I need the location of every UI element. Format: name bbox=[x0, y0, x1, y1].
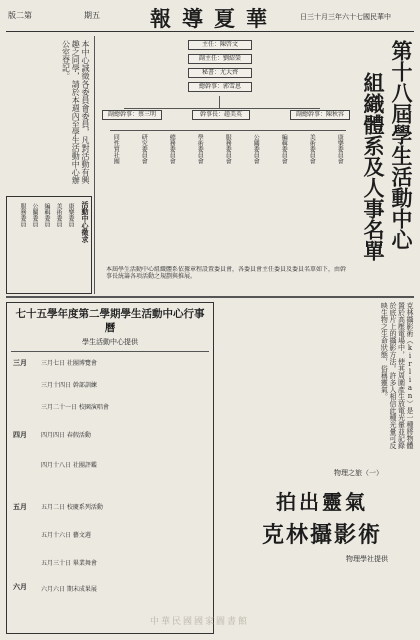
schedule-event: 四月十八日 社團評鑑 bbox=[41, 462, 97, 469]
org-leaf: 公關委員會 bbox=[252, 134, 260, 164]
connector bbox=[219, 96, 220, 108]
film-series: 物理之旅（一） bbox=[334, 469, 383, 477]
film-headline-2: 克林攝影術 bbox=[262, 522, 383, 548]
issue-label: 期五 bbox=[84, 11, 100, 20]
watermark: 中華民國國家圖書館 bbox=[150, 617, 250, 627]
schedule-headline: 七十五學年度第二學期學生活動中心行事曆 bbox=[15, 308, 205, 335]
schedule-sub: 學生活動中心提供 bbox=[82, 338, 138, 346]
org-node: 副總幹事：蔡三明 bbox=[102, 110, 162, 120]
schedule-rule bbox=[11, 351, 209, 352]
org-leaf: 美術委員會 bbox=[308, 134, 316, 164]
org-node: 幹事長：趙美英 bbox=[192, 110, 250, 120]
schedule-event: 六月六日 期末成果展 bbox=[41, 586, 97, 593]
org-leaf: 總務委員會 bbox=[168, 134, 176, 164]
schedule-event: 三月七日 社團博覽會 bbox=[41, 360, 97, 367]
org-headline-2: 組織體系及人事名單 bbox=[361, 72, 386, 261]
org-chart bbox=[100, 38, 352, 294]
table-row: 康樂委員 bbox=[67, 203, 74, 227]
section-divider bbox=[6, 296, 414, 298]
org-headline-1: 第十八屆學生活動中心 bbox=[389, 40, 414, 250]
month-label: 五月 bbox=[13, 502, 27, 511]
film-article bbox=[216, 302, 414, 632]
org-leaf: 編輯委員會 bbox=[280, 134, 288, 164]
table-row: 編輯委員 bbox=[43, 203, 50, 227]
connector bbox=[124, 108, 320, 109]
org-node: 總幹事：郭雪恩 bbox=[188, 82, 252, 92]
month-label: 六月 bbox=[13, 582, 27, 591]
schedule-event: 三月十四日 幹部訓練 bbox=[41, 382, 97, 389]
org-leaf: 同性質社團 bbox=[112, 134, 120, 164]
schedule-event: 五月十六日 藝文週 bbox=[41, 532, 91, 539]
month-label: 四月 bbox=[13, 430, 27, 439]
month-label: 三月 bbox=[13, 358, 27, 367]
schedule-event: 五月二日 校慶系列活動 bbox=[41, 504, 103, 511]
column-divider bbox=[94, 36, 95, 294]
schedule-event: 三月二十一日 校園演唱會 bbox=[41, 404, 109, 411]
film-headline-1: 拍出靈氣 bbox=[276, 490, 368, 514]
film-body-text: 克林攝影術（kirlian）是一種將物體置於高壓電場中，使其周圍產生放電光暈並記錄於底片上的攝影方法。許多人相信此種光暈可反映生物之生命狀態，俗稱靈氣。 bbox=[380, 302, 414, 449]
org-leaf: 學術委員會 bbox=[196, 134, 204, 164]
table-row: 公關委員 bbox=[31, 203, 38, 227]
org-leaf: 服務委員會 bbox=[224, 134, 232, 164]
connector bbox=[110, 130, 346, 131]
schedule-box bbox=[6, 302, 214, 634]
schedule-event: 四月四日 春假活動 bbox=[41, 432, 91, 439]
org-node: 副主任：劉紹榮 bbox=[188, 54, 252, 64]
org-leaf: 康樂委員會 bbox=[336, 134, 344, 164]
date-line: 日三十月三年六十七國民華中 bbox=[300, 13, 391, 21]
masthead-rule bbox=[6, 31, 414, 32]
left-notice-text: 本中心誠徵各委員會委員，凡對活動有興趣之同學，請於本週內至學生活動中心辦公室登記。 bbox=[61, 40, 90, 184]
org-node: 主任：陳啓文 bbox=[188, 40, 252, 50]
film-byline: 物理學社提供 bbox=[346, 555, 388, 563]
masthead bbox=[0, 0, 420, 32]
org-node: 秘書：尤大齊 bbox=[188, 68, 252, 78]
table-row: 服務委員 bbox=[19, 203, 26, 227]
table-row: 美術委員 bbox=[55, 203, 62, 227]
table-title: 活動中心徵求 bbox=[81, 201, 90, 243]
org-leaf: 研究委員會 bbox=[140, 134, 148, 164]
org-node: 副總幹事：陳秋容 bbox=[290, 110, 350, 120]
page-label: 版二第 bbox=[8, 11, 32, 20]
paper-title: 報導夏華 bbox=[150, 6, 278, 31]
org-body-text: 本屆學生活動中心組織體系依據章程設置委員會，各委員會主任委員及委員名單如下，由幹事長統籌各項活動之規劃與推展。 bbox=[106, 266, 346, 281]
left-notice-table bbox=[6, 196, 92, 294]
schedule-event: 五月三十日 畢業舞會 bbox=[41, 560, 97, 567]
